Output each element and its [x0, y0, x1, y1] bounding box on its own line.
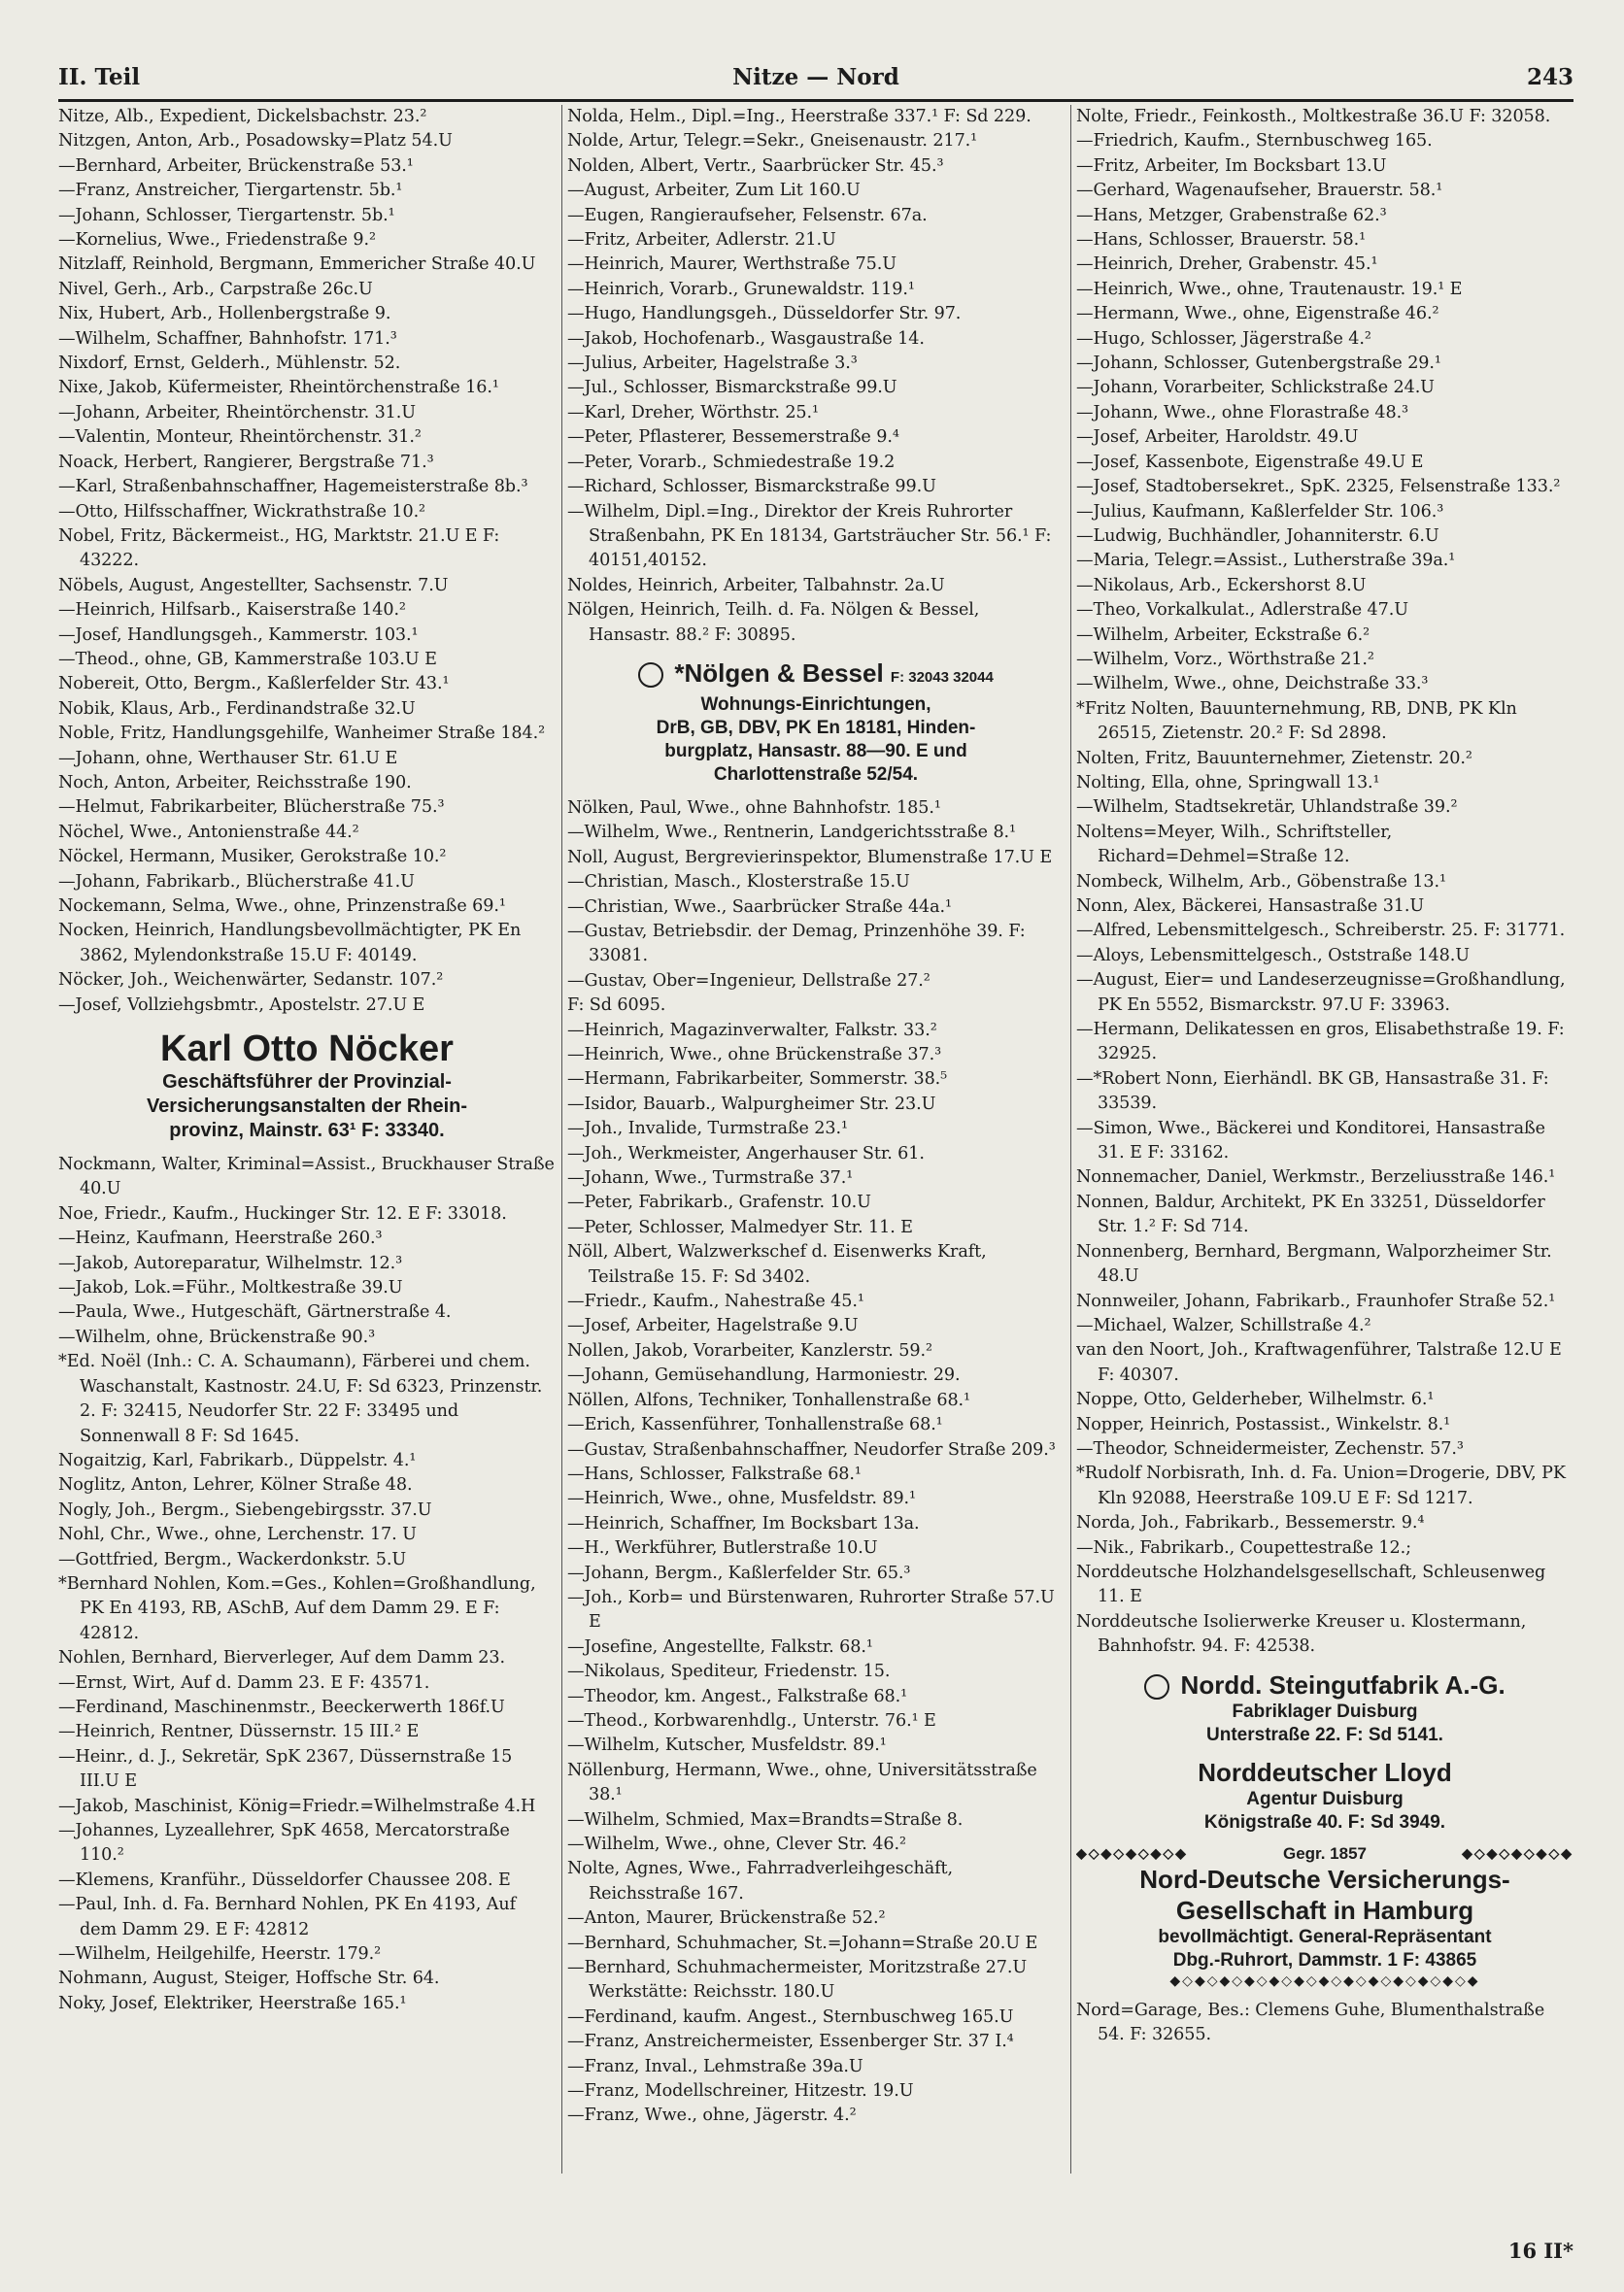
directory-entry: —Heinrich, Wwe., ohne, Musfeldstr. 89.¹ — [567, 1489, 916, 1509]
directory-entry: Nobel, Fritz, Bäckermeist., HG, Marktstr. 21.U E F: 43222. — [58, 525, 500, 571]
directory-entry: Nollen, Jakob, Vorarbeiter, Kanzlerstr. 59.² — [567, 1340, 932, 1361]
directory-entry: —Franz, Modellschreiner, Hitzestr. 19.U — [567, 2081, 914, 2102]
directory-entry: —Wilhelm, Wwe., ohne, Clever Str. 46.² — [567, 1835, 906, 1854]
ad-line: bevollmächtigt. General-Repräsentant — [1158, 1926, 1492, 1947]
directory-entry: —Johann, ohne, Werthauser Str. 61.U E — [58, 748, 398, 768]
directory-entry: —Otto, Hilfsschaffner, Wickrathstraße 10.² — [58, 501, 426, 522]
directory-entry: —Hans, Metzger, Grabenstraße 62.³ — [1076, 205, 1387, 225]
directory-entry: —Johann, Schlosser, Tiergartenstr. 5b.¹ — [58, 205, 395, 225]
directory-entry: —Joh., Werkmeister, Angerhauser Str. 61. — [567, 1143, 925, 1163]
directory-entry: —Theod., Korbwarenhdlg., Unterstr. 76.¹ E — [567, 1710, 936, 1731]
directory-entry: —Johann, Wwe., ohne Florastraße 48.³ — [1076, 402, 1409, 422]
directory-entry: —Klemens, Kranführ., Düsseldorfer Chaussee 208. E — [58, 1870, 511, 1890]
header-range: Nitze — Nord — [732, 64, 899, 90]
directory-entry: —Wilhelm, ohne, Brückenstraße 90.³ — [58, 1327, 376, 1347]
directory-entry: —Johann, Schlosser, Gutenbergstraße 29.¹ — [1076, 354, 1441, 374]
ad-norddeutscher-lloyd — [1076, 1757, 1573, 1835]
column-2-entries-top — [567, 105, 1065, 648]
directory-entry: —Ernst, Wirt, Auf d. Damm 23. E F: 43571. — [58, 1672, 430, 1693]
ad-ornament-row — [1076, 1844, 1573, 1864]
column-2-entries-bottom — [567, 796, 1065, 2129]
directory-entry: —Wilhelm, Dipl.=Ing., Direktor der Kreis Ruhrorter Straßenbahn, PK En 18134, Gartsträucher Str. 56.¹ F: 40151,40152. — [567, 501, 1052, 571]
ad-phone: F: 32043 32044 — [890, 668, 994, 686]
columns — [58, 105, 1573, 2174]
column-divider — [1070, 105, 1071, 2174]
directory-entry: Nolte, Agnes, Wwe., Fahrradverleihgeschäft, Reichsstraße 167. — [567, 1859, 953, 1904]
directory-entry: Nolda, Helm., Dipl.=Ing., Heerstraße 337.¹ F: Sd 229. — [567, 107, 1032, 126]
directory-entry: Nohl, Chr., Wwe., ohne, Lerchenstr. 17. U — [58, 1525, 417, 1545]
directory-entry: —Theo, Vorkalkulat., Adlerstraße 47.U — [1076, 600, 1408, 621]
directory-entry: Nopper, Heinrich, Postassist., Winkelstr. 8.¹ — [1076, 1414, 1451, 1434]
directory-entry: —August, Eier= und Landeserzeugnisse=Großhandlung, PK En 5552, Bismarckstr. 97.U F: 33963. — [1076, 970, 1566, 1015]
ad-line: DrB, GB, DBV, PK En 18181, Hinden- — [656, 717, 976, 738]
directory-entry: *Ed. Noël (Inh.: C. A. Schaumann), Färberei und chem. Waschanstalt, Kastnostr. 24.U, F: Sd 6323, Prinzenstr. 2. F: 32415, Neudorfer Str. 22 F: 33495 und Sonnenwall 8 F: Sd 1645. — [58, 1352, 543, 1446]
directory-entry: —Friedr., Kaufm., Nahestraße 45.¹ — [567, 1292, 864, 1312]
directory-entry: —Heinrich, Maurer, Werthstraße 75.U — [567, 254, 897, 275]
directory-entry: —Johannes, Lyzeallehrer, SpK 4658, Mercatorstraße 110.² — [58, 1821, 510, 1866]
directory-entry: Nöbels, August, Angestellter, Sachsenstr. 7.U — [58, 575, 449, 595]
directory-entry: —Hermann, Fabrikarbeiter, Sommerstr. 38.⁵ — [567, 1069, 948, 1090]
ornament: ◆◇◆◇◆◇◆◇◆◇◆◇◆◇◆◇◆◇◆◇◆◇◆◇◆ — [1169, 1972, 1480, 1988]
directory-entry: —Ludwig, Buchhändler, Johanniterstr. 6.U — [1076, 525, 1439, 546]
directory-entry: Nixdorf, Ernst, Gelderh., Mühlenstr. 52. — [58, 354, 401, 374]
directory-entry: —Heinrich, Wwe., ohne Brückenstraße 37.³ — [567, 1045, 942, 1064]
directory-entry: Noe, Friedr., Kaufm., Huckinger Str. 12. E F: 33018. — [58, 1203, 507, 1224]
directory-entry: Nombeck, Wilhelm, Arb., Göbenstraße 13.¹ — [1076, 871, 1446, 892]
ad-versicherung — [1076, 1844, 1573, 1989]
directory-entry: —Christian, Masch., Klosterstraße 15.U — [567, 872, 910, 893]
directory-entry: —Valentin, Monteur, Rheintörchenstr. 31.² — [58, 427, 422, 448]
directory-entry: Nockemann, Selma, Wwe., ohne, Prinzenstraße 69.¹ — [58, 896, 506, 916]
column-divider — [561, 105, 562, 2174]
directory-entry: —Paul, Inh. d. Fa. Bernhard Nohlen, PK En 4193, Auf dem Damm 29. E F: 42812 — [58, 1895, 516, 1939]
ornament: ◆◇◆◇◆◇◆◇◆ — [1076, 1845, 1188, 1862]
directory-entry: —Wilhelm, Heilgehilfe, Heerstr. 179.² — [58, 1944, 382, 1965]
directory-entry: —Theodor, km. Angest., Falkstraße 68.¹ — [567, 1686, 908, 1706]
directory-entry: Noldes, Heinrich, Arbeiter, Talbahnstr. 2a.U — [567, 575, 945, 595]
directory-entry: —Heinrich, Hilfsarb., Kaiserstraße 140.² — [58, 600, 406, 621]
directory-entry: —Gustav, Ober=Ingenieur, Dellstraße 27.² — [567, 970, 930, 991]
directory-entry: Nonnemacher, Daniel, Werkmstr., Berzeliusstraße 146.¹ — [1076, 1167, 1556, 1188]
page-header — [58, 58, 1573, 102]
directory-entry: —Wilhelm, Schmied, Max=Brandts=Straße 8. — [567, 1809, 964, 1830]
directory-entry: —Bernhard, Arbeiter, Brückenstraße 53.¹ — [58, 155, 414, 176]
directory-entry: Nöll, Albert, Walzwerkschef d. Eisenwerks Kraft, Teilstraße 15. F: Sd 3402. — [567, 1242, 987, 1287]
ad-line: Unterstraße 22. F: Sd 5141. — [1206, 1724, 1443, 1745]
directory-entry: —Maria, Telegr.=Assist., Lutherstraße 39a.¹ — [1076, 551, 1456, 571]
directory-entry: —Franz, Anstreichermeister, Essenberger Str. 37 I.⁴ — [567, 2032, 1014, 2052]
ad-line: Dbg.-Ruhrort, Dammstr. 1 F: 43865 — [1172, 1949, 1477, 1971]
directory-entry: —Richard, Schlosser, Bismarckstraße 99.U — [567, 477, 936, 497]
directory-entry: Nitzlaff, Reinhold, Bergmann, Emmericher Straße 40.U — [58, 254, 536, 275]
directory-entry: —Joh., Invalide, Turmstraße 23.¹ — [567, 1119, 848, 1139]
ad-steingutfabrik — [1076, 1669, 1573, 1747]
directory-entry: —*Robert Nonn, Eierhändl. BK GB, Hansastraße 31. F: 33539. — [1076, 1068, 1549, 1114]
directory-entry: —Julius, Arbeiter, Hagelstraße 3.³ — [567, 354, 858, 374]
directory-entry: —Wilhelm, Vorz., Wörthstraße 21.² — [1076, 649, 1374, 669]
directory-entry: —Wilhelm, Kutscher, Musfeldstr. 89.¹ — [567, 1736, 887, 1756]
column-3-entries-tail — [1076, 1999, 1573, 2048]
directory-entry: Nonnenberg, Bernhard, Bergmann, Walporzheimer Str. 48.U — [1076, 1241, 1552, 1287]
logo-icon — [1144, 1674, 1169, 1700]
directory-entry: Nöllen, Alfons, Techniker, Tonhallenstraße 68.¹ — [567, 1390, 971, 1410]
directory-entry: —Jul., Schlosser, Bismarckstraße 99.U — [567, 378, 897, 398]
directory-entry: —Erich, Kassenführer, Tonhallenstraße 68.¹ — [567, 1415, 943, 1435]
directory-entry: —Hermann, Wwe., ohne, Eigenstraße 46.² — [1076, 304, 1439, 324]
directory-entry: —Hermann, Delikatessen en gros, Elisabethstraße 19. F: 32925. — [1076, 1020, 1565, 1064]
directory-entry: —Heinrich, Magazinverwalter, Falkstr. 33.² — [567, 1020, 937, 1040]
ad-karl-otto-noecker — [58, 1028, 556, 1143]
ad-line: Fabriklager Duisburg — [1232, 1701, 1418, 1722]
directory-entry: Nockmann, Walter, Kriminal=Assist., Bruckhauser Straße 40.U — [58, 1155, 555, 1199]
directory-entry: —Ferdinand, kaufm. Angest., Sternbuschweg 165.U — [567, 2006, 1014, 2027]
directory-entry: —Johann, Vorarbeiter, Schlickstraße 24.U — [1076, 378, 1435, 398]
directory-entry: —Eugen, Rangieraufseher, Felsenstr. 67a. — [567, 205, 928, 225]
directory-entry: Nolden, Albert, Vertr., Saarbrücker Str. 45.³ — [567, 155, 944, 176]
ad-title: Gesellschaft in Hamburg — [1175, 1895, 1474, 1925]
directory-entry: —Josef, Arbeiter, Hagelstraße 9.U — [567, 1316, 859, 1336]
directory-entry: Nolten, Fritz, Bauunternehmer, Zietenstr. 20.² — [1076, 748, 1472, 768]
directory-entry: —Jakob, Maschinist, König=Friedr.=Wilhelmstraße 4.H — [58, 1796, 536, 1816]
directory-entry: —Gerhard, Wagenaufseher, Brauerstr. 58.¹ — [1076, 181, 1443, 201]
directory-entry: —Joh., Korb= und Bürstenwaren, Ruhrorter Straße 57.U E — [567, 1587, 1055, 1633]
directory-entry: Nöchel, Wwe., Antonienstraße 44.² — [58, 822, 359, 842]
ad-title: Nordd. Steingutfabrik A.-G. — [1180, 1669, 1506, 1700]
ad-title: Karl Otto Nöcker — [160, 1028, 454, 1070]
directory-entry: Nixe, Jakob, Küfermeister, Rheintörchenstraße 16.¹ — [58, 378, 499, 398]
directory-entry: —Peter, Vorarb., Schmiedestraße 19.2 — [567, 452, 896, 472]
directory-entry: —Jakob, Hochofenarb., Wasgaustraße 14. — [567, 328, 925, 349]
directory-entry: Noll, August, Bergrevierinspektor, Blumenstraße 17.U E — [567, 847, 1053, 867]
directory-entry: Nix, Hubert, Arb., Hollenbergstraße 9. — [58, 304, 391, 324]
directory-entry: Nöckel, Hermann, Musiker, Gerokstraße 10.² — [58, 847, 447, 867]
directory-entry: Nonnweiler, Johann, Fabrikarb., Fraunhofer Straße 52.¹ — [1076, 1291, 1556, 1311]
directory-entry: *Rudolf Norbisrath, Inh. d. Fa. Union=Drogerie, DBV, PK Kln 92088, Heerstraße 109.U E F: Sd 1217. — [1076, 1464, 1566, 1508]
directory-entry: Nolte, Friedr., Feinkosth., Moltkestraße 36.U F: 32058. — [1076, 107, 1551, 126]
directory-entry: —Theodor, Schneidermeister, Zechenstr. 57.³ — [1076, 1438, 1464, 1459]
directory-entry: —Michael, Walzer, Schillstraße 4.² — [1076, 1315, 1371, 1335]
directory-entry: —Karl, Dreher, Wörthstr. 25.¹ — [567, 402, 819, 422]
directory-entry: —Hans, Schlosser, Brauerstr. 58.¹ — [1076, 230, 1367, 251]
directory-entry: —Friedrich, Kaufm., Sternbuschweg 165. — [1076, 131, 1433, 152]
directory-entry: —Josefine, Angestellte, Falkstr. 68.¹ — [567, 1636, 873, 1657]
directory-entry: Norda, Joh., Fabrikarb., Bessemerstr. 9.⁴ — [1076, 1513, 1425, 1534]
directory-entry: —Hans, Schlosser, Falkstraße 68.¹ — [567, 1464, 862, 1484]
directory-entry: Noltens=Meyer, Wilh., Schriftsteller, Richard=Dehmel=Straße 12. — [1076, 822, 1393, 867]
page-footer: 16 II* — [1507, 2239, 1573, 2263]
column-3-entries — [1076, 105, 1573, 1660]
directory-entry: Nobereit, Otto, Bergm., Kaßlerfelder Str. 43.¹ — [58, 674, 450, 694]
directory-entry: —Johann, Arbeiter, Rheintörchenstr. 31.U — [58, 402, 416, 422]
directory-entry: F: Sd 6095. — [567, 995, 666, 1016]
directory-entry: —Paula, Wwe., Hutgeschäft, Gärtnerstraße 4. — [58, 1302, 452, 1323]
directory-entry: —Helmut, Fabrikarbeiter, Blücherstraße 75.³ — [58, 797, 445, 818]
directory-entry: —Heinrich, Vorarb., Grunewaldstr. 119.¹ — [567, 279, 915, 299]
column-1-entries-top — [58, 105, 556, 1018]
header-section: II. Teil — [58, 64, 141, 90]
directory-entry: —Heinrich, Schaffner, Im Bocksbart 13a. — [567, 1513, 920, 1534]
directory-entry: Nölgen, Heinrich, Teilh. d. Fa. Nölgen & Bessel, Hansastr. 88.² F: 30895. — [567, 600, 980, 645]
directory-entry: Nitze, Alb., Expedient, Dickelsbachstr. 23.² — [58, 107, 427, 126]
directory-entry: —Johann, Fabrikarb., Blücherstraße 41.U — [58, 871, 415, 892]
ad-line: Wohnungs-Einrichtungen, — [700, 693, 931, 715]
directory-entry: Nogaitzig, Karl, Fabrikarb., Düppelstr. 4.¹ — [58, 1450, 417, 1470]
directory-entry: Noky, Josef, Elektriker, Heerstraße 165.¹ — [58, 1993, 407, 2013]
directory-entry: —Gustav, Straßenbahnschaffner, Neudorfer Straße 209.³ — [567, 1439, 1056, 1460]
ornament: ◆◇◆◇◆◇◆◇◆ — [1462, 1845, 1573, 1862]
directory-entry: —Theod., ohne, GB, Kammerstraße 103.U E — [58, 649, 437, 669]
directory-entry: Noppe, Otto, Gelderheber, Wilhelmstr. 6.¹ — [1076, 1390, 1435, 1410]
directory-entry: —Heinrich, Dreher, Grabenstr. 45.¹ — [1076, 254, 1378, 275]
directory-entry: —Josef, Kassenbote, Eigenstraße 49.U E — [1076, 452, 1424, 472]
directory-entry: —Wilhelm, Stadtsekretär, Uhlandstraße 39.² — [1076, 797, 1458, 818]
directory-entry: —Gottfried, Bergm., Wackerdonkstr. 5.U — [58, 1549, 407, 1569]
ad-title-row — [567, 657, 1065, 693]
directory-page — [58, 58, 1573, 2263]
directory-entry: Nolde, Artur, Telegr.=Sekr., Gneisenaustr. 217.¹ — [567, 131, 978, 152]
directory-entry: Nord=Garage, Bes.: Clemens Guhe, Blumenthalstraße 54. F: 32655. — [1076, 2000, 1545, 2044]
directory-entry: Nivel, Gerh., Arb., Carpstraße 26c.U — [58, 279, 373, 299]
directory-entry: Nohlen, Bernhard, Bierverleger, Auf dem Damm 23. — [58, 1648, 505, 1668]
directory-entry: —Nik., Fabrikarb., Coupettestraße 12.; — [1076, 1537, 1411, 1558]
directory-entry: —Johann, Bergm., Kaßlerfelder Str. 65.³ — [567, 1563, 911, 1583]
ad-title: *Nölgen & Bessel — [674, 657, 884, 688]
directory-entry: Nöllenburg, Hermann, Wwe., ohne, Universitätsstraße 38.¹ — [567, 1760, 1037, 1805]
directory-entry: —Josef, Handlungsgeh., Kammerstr. 103.¹ — [58, 624, 419, 645]
directory-entry: —Ferdinand, Maschinenmstr., Beeckerwerth 186f.U — [58, 1697, 505, 1717]
ad-line: Agentur Duisburg — [1246, 1788, 1404, 1809]
directory-entry: —Anton, Maurer, Brückenstraße 52.² — [567, 1908, 886, 1929]
directory-entry: Nogly, Joh., Bergm., Siebengebirgsstr. 37.U — [58, 1500, 432, 1520]
directory-entry: Nolting, Ella, ohne, Springwall 13.¹ — [1076, 772, 1380, 792]
directory-entry: Nobik, Klaus, Arb., Ferdinandstraße 32.U — [58, 698, 416, 719]
directory-entry: —Johann, Wwe., Turmstraße 37.¹ — [567, 1168, 854, 1189]
directory-entry: Nonnen, Baldur, Architekt, PK En 33251, Düsseldorfer Str. 1.² F: Sd 714. — [1076, 1192, 1545, 1237]
header-page-number: 243 — [1526, 64, 1573, 90]
directory-entry: —Johann, Gemüsehandlung, Harmoniestr. 29. — [567, 1365, 961, 1386]
directory-entry: —Josef, Stadtobersekret., SpK. 2325, Felsenstraße 133.² — [1076, 477, 1561, 497]
directory-entry: —Wilhelm, Wwe., ohne, Deichstraße 33.³ — [1076, 674, 1429, 694]
ad-line: Versicherungsanstalten der Rhein- — [146, 1095, 468, 1118]
directory-entry: Norddeutsche Isolierwerke Kreuser u. Klostermann, Bahnhofstr. 94. F: 42538. — [1076, 1611, 1527, 1657]
ad-noelgen-bessel — [567, 657, 1065, 787]
directory-entry: —Josef, Vollziehgsbmtr., Apostelstr. 27.U E — [58, 994, 425, 1015]
directory-entry: *Bernhard Nohlen, Kom.=Ges., Kohlen=Großhandlung, PK En 4193, RB, ASchB, Auf dem Damm 29. E F: 42812. — [58, 1573, 536, 1643]
directory-entry: Noglitz, Anton, Lehrer, Kölner Straße 48. — [58, 1475, 413, 1496]
logo-icon — [638, 662, 663, 688]
directory-entry: —Heinrich, Rentner, Düssernstr. 15 III.² E — [58, 1722, 420, 1742]
column-3 — [1076, 105, 1573, 2174]
ad-title: Nord-Deutsche Versicherungs- — [1139, 1864, 1510, 1894]
directory-entry: —Bernhard, Schuhmachermeister, Moritzstraße 27.U Werkstätte: Reichsstr. 180.U — [567, 1958, 1028, 2003]
directory-entry: Nöcker, Joh., Weichenwärter, Sedanstr. 107.² — [58, 970, 444, 991]
directory-entry: Nölken, Paul, Wwe., ohne Bahnhofstr. 185.¹ — [567, 797, 941, 818]
directory-entry: —Peter, Schlosser, Malmedyer Str. 11. E — [567, 1217, 913, 1237]
directory-entry: Noble, Fritz, Handlungsgehilfe, Wanheimer Straße 184.² — [58, 724, 546, 744]
directory-entry: —Isidor, Bauarb., Walpurgheimer Str. 23.U — [567, 1094, 936, 1114]
directory-entry: —H., Werkführer, Butlerstraße 10.U — [567, 1538, 878, 1559]
ad-title: Norddeutscher Lloyd — [1198, 1757, 1452, 1787]
directory-entry: Nonn, Alex, Bäckerei, Hansastraße 31.U — [1076, 896, 1425, 916]
directory-entry: —Franz, Wwe., ohne, Jägerstr. 4.² — [567, 2106, 857, 2126]
directory-entry: —Josef, Arbeiter, Haroldstr. 49.U — [1076, 427, 1359, 448]
ad-title-row — [1076, 1669, 1573, 1701]
directory-entry: —Karl, Straßenbahnschaffner, Hagemeisterstraße 8b.³ — [58, 477, 528, 497]
directory-entry: van den Noort, Joh., Kraftwagenführer, Talstraße 12.U E F: 40307. — [1076, 1340, 1562, 1385]
directory-entry: —Bernhard, Schuhmacher, St.=Johann=Straße 20.U E — [567, 1933, 1038, 1953]
directory-entry: —Peter, Pflasterer, Bessemerstraße 9.⁴ — [567, 427, 899, 448]
directory-entry: —Wilhelm, Arbeiter, Eckstraße 6.² — [1076, 624, 1370, 645]
directory-entry: Nitzgen, Anton, Arb., Posadowsky=Platz 54.U — [58, 131, 453, 152]
column-1-entries-bottom — [58, 1153, 556, 2016]
ad-line: Charlottenstraße 52/54. — [713, 763, 919, 785]
directory-entry: —Gustav, Betriebsdir. der Demag, Prinzenhöhe 39. F: 33081. — [567, 921, 1026, 966]
directory-entry: Noack, Herbert, Rangierer, Bergstraße 71.³ — [58, 452, 434, 472]
directory-entry: Nocken, Heinrich, Handlungsbevollmächtigter, PK En 3862, Mylendonkstraße 15.U F: 40149. — [58, 921, 522, 965]
directory-entry: —Franz, Inval., Lehmstraße 39a.U — [567, 2056, 863, 2076]
directory-entry: —Nikolaus, Arb., Eckershorst 8.U — [1076, 575, 1367, 595]
directory-entry: —Nikolaus, Spediteur, Friedenstr. 15. — [567, 1662, 891, 1682]
directory-entry: Norddeutsche Holzhandelsgesellschaft, Schleusenweg 11. E — [1076, 1562, 1546, 1607]
directory-entry: —Wilhelm, Wwe., Rentnerin, Landgerichtsstraße 8.¹ — [567, 823, 1017, 843]
directory-entry: —Heinz, Kaufmann, Heerstraße 260.³ — [58, 1229, 383, 1249]
directory-entry: —Wilhelm, Schaffner, Bahnhofstr. 171.³ — [58, 328, 397, 349]
column-1 — [58, 105, 556, 2174]
directory-entry: *Fritz Nolten, Bauunternehmung, RB, DNB, PK Kln 26515, Zietenstr. 20.² F: Sd 2898. — [1076, 698, 1517, 744]
directory-entry: —Aloys, Lebensmittelgesch., Oststraße 148.U — [1076, 945, 1470, 965]
directory-entry: —Heinr., d. J., Sekretär, SpK 2367, Düssernstraße 15 III.U E — [58, 1746, 513, 1792]
directory-entry: —Alfred, Lebensmittelgesch., Schreiberstr. 25. F: 31771. — [1076, 921, 1566, 941]
directory-entry: —Jakob, Lok.=Führ., Moltkestraße 39.U — [58, 1278, 403, 1298]
directory-entry: —Hugo, Handlungsgeh., Düsseldorfer Str. 97. — [567, 304, 962, 324]
directory-entry: —Franz, Anstreicher, Tiergartenstr. 5b.¹ — [58, 181, 403, 201]
ad-line: provinz, Mainstr. 63¹ F: 33340. — [169, 1120, 445, 1142]
ad-line: Königstraße 40. F: Sd 3949. — [1203, 1811, 1446, 1833]
ad-line: burgplatz, Hansastr. 88—90. E und — [664, 740, 967, 761]
directory-entry: —Julius, Kaufmann, Kaßlerfelder Str. 106.³ — [1076, 501, 1444, 522]
directory-entry: —Fritz, Arbeiter, Im Bocksbart 13.U — [1076, 155, 1387, 176]
column-2 — [567, 105, 1065, 2174]
directory-entry: Nohmann, August, Steiger, Hoffsche Str. 64. — [58, 1969, 440, 1989]
directory-entry: —Simon, Wwe., Bäckerei und Konditorei, Hansastraße 31. E F: 33162. — [1076, 1118, 1545, 1163]
directory-entry: —Fritz, Arbeiter, Adlerstr. 21.U — [567, 230, 836, 251]
directory-entry: —Heinrich, Wwe., ohne, Trautenaustr. 19.¹ E — [1076, 279, 1463, 299]
directory-entry: —Kornelius, Wwe., Friedenstraße 9.² — [58, 230, 376, 251]
ad-line: Geschäftsführer der Provinzial- — [162, 1071, 452, 1094]
directory-entry: —August, Arbeiter, Zum Lit 160.U — [567, 181, 861, 201]
directory-entry: —Christian, Wwe., Saarbrücker Straße 44a.¹ — [567, 896, 952, 917]
ad-founded: Gegr. 1857 — [1282, 1843, 1367, 1863]
directory-entry: —Peter, Fabrikarb., Grafenstr. 10.U — [567, 1193, 871, 1213]
directory-entry: —Jakob, Autoreparatur, Wilhelmstr. 12.³ — [58, 1253, 403, 1273]
directory-entry: —Hugo, Schlosser, Jägerstraße 4.² — [1076, 328, 1371, 349]
directory-entry: Noch, Anton, Arbeiter, Reichsstraße 190. — [58, 772, 412, 792]
